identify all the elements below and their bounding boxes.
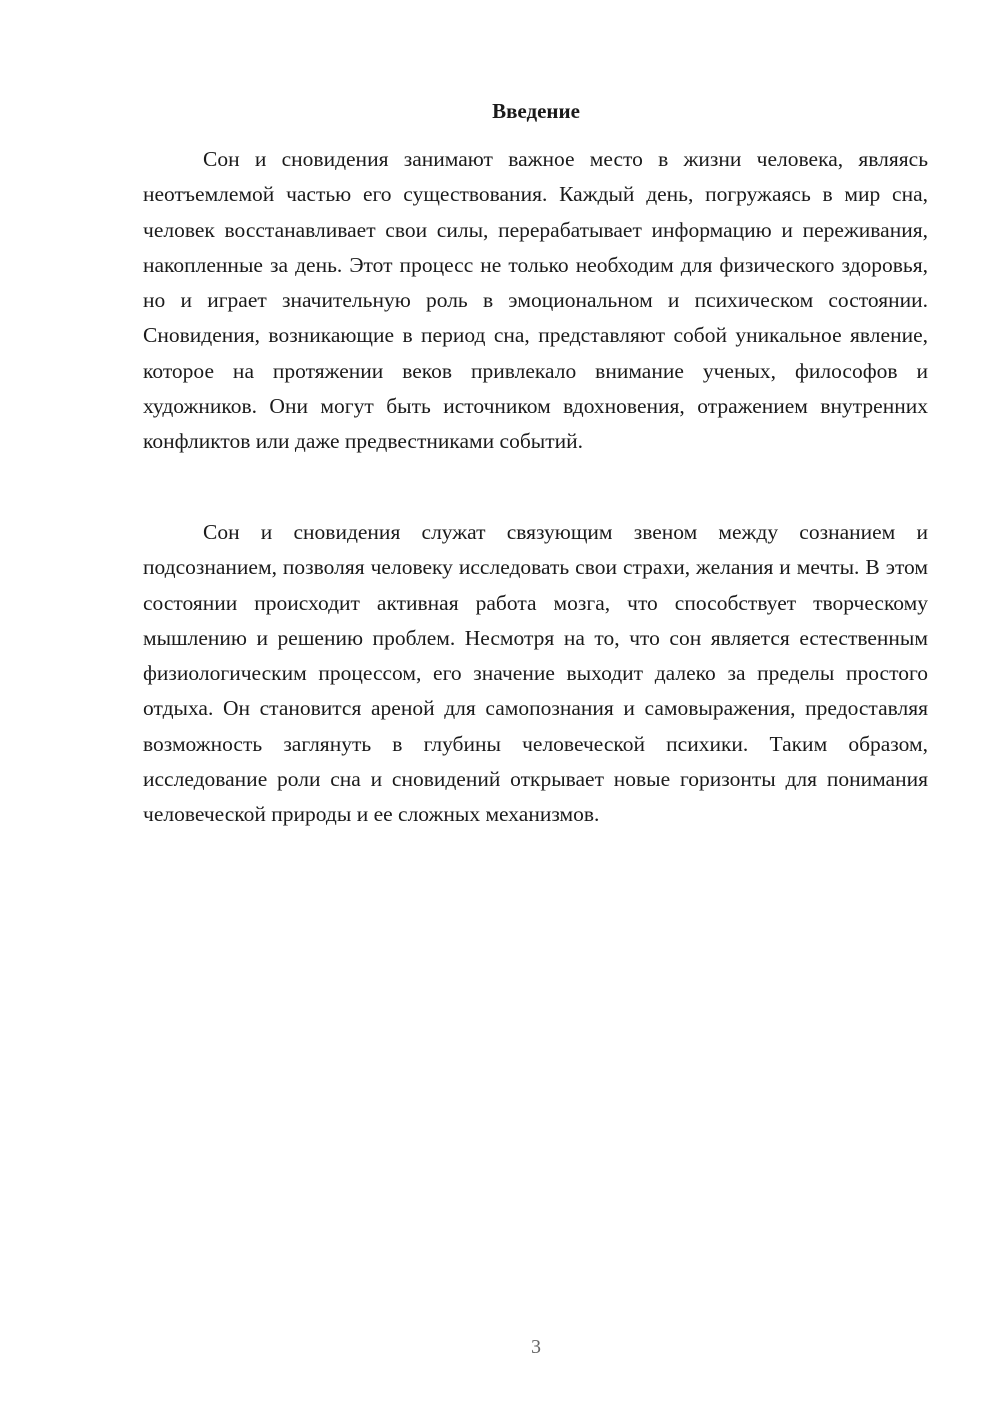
paragraph-2: Сон и сновидения служат связующим звеном между сознанием и подсознанием, позволяя человеку исследовать свои страхи, желания и мечты. В этом состоянии происходит активная работа мозга, что способствует творческому мышлению и решению проблем. Несмотря на то, что сон является естественным физиологическим процессом, его значение выходит далеко за пределы простого отдыха. Он становится ареной для самопознания и самовыражения, предоставляя возможность заглянуть в глубины человеческой психики. Таким образом, исследование роли сна и сновидений открывает новые горизонты для понимания человеческой природы и ее сложных механизмов. bbox=[143, 520, 928, 827]
page-number: 3 bbox=[531, 1336, 541, 1358]
section-heading: Введение bbox=[492, 99, 580, 123]
paragraph-1: Сон и сновидения занимают важное место в жизни человека, являясь неотъемлемой частью его существования. Каждый день, погружаясь в мир сна, человек восстанавливает свои силы, перерабатывает информацию и переживания, накопленные за день. Этот процесс не только необходим для физического здоровья, но и играет значительную роль в эмоциональном и психическом состоянии. Сновидения, возникающие в период сна, представляют собой уникальное явление, которое на протяжении веков привлекало внимание ученых, философов и художников. Они могут быть источником вдохновения, отражением внутренних конфликтов или даже предвестниками событий. bbox=[143, 147, 928, 454]
